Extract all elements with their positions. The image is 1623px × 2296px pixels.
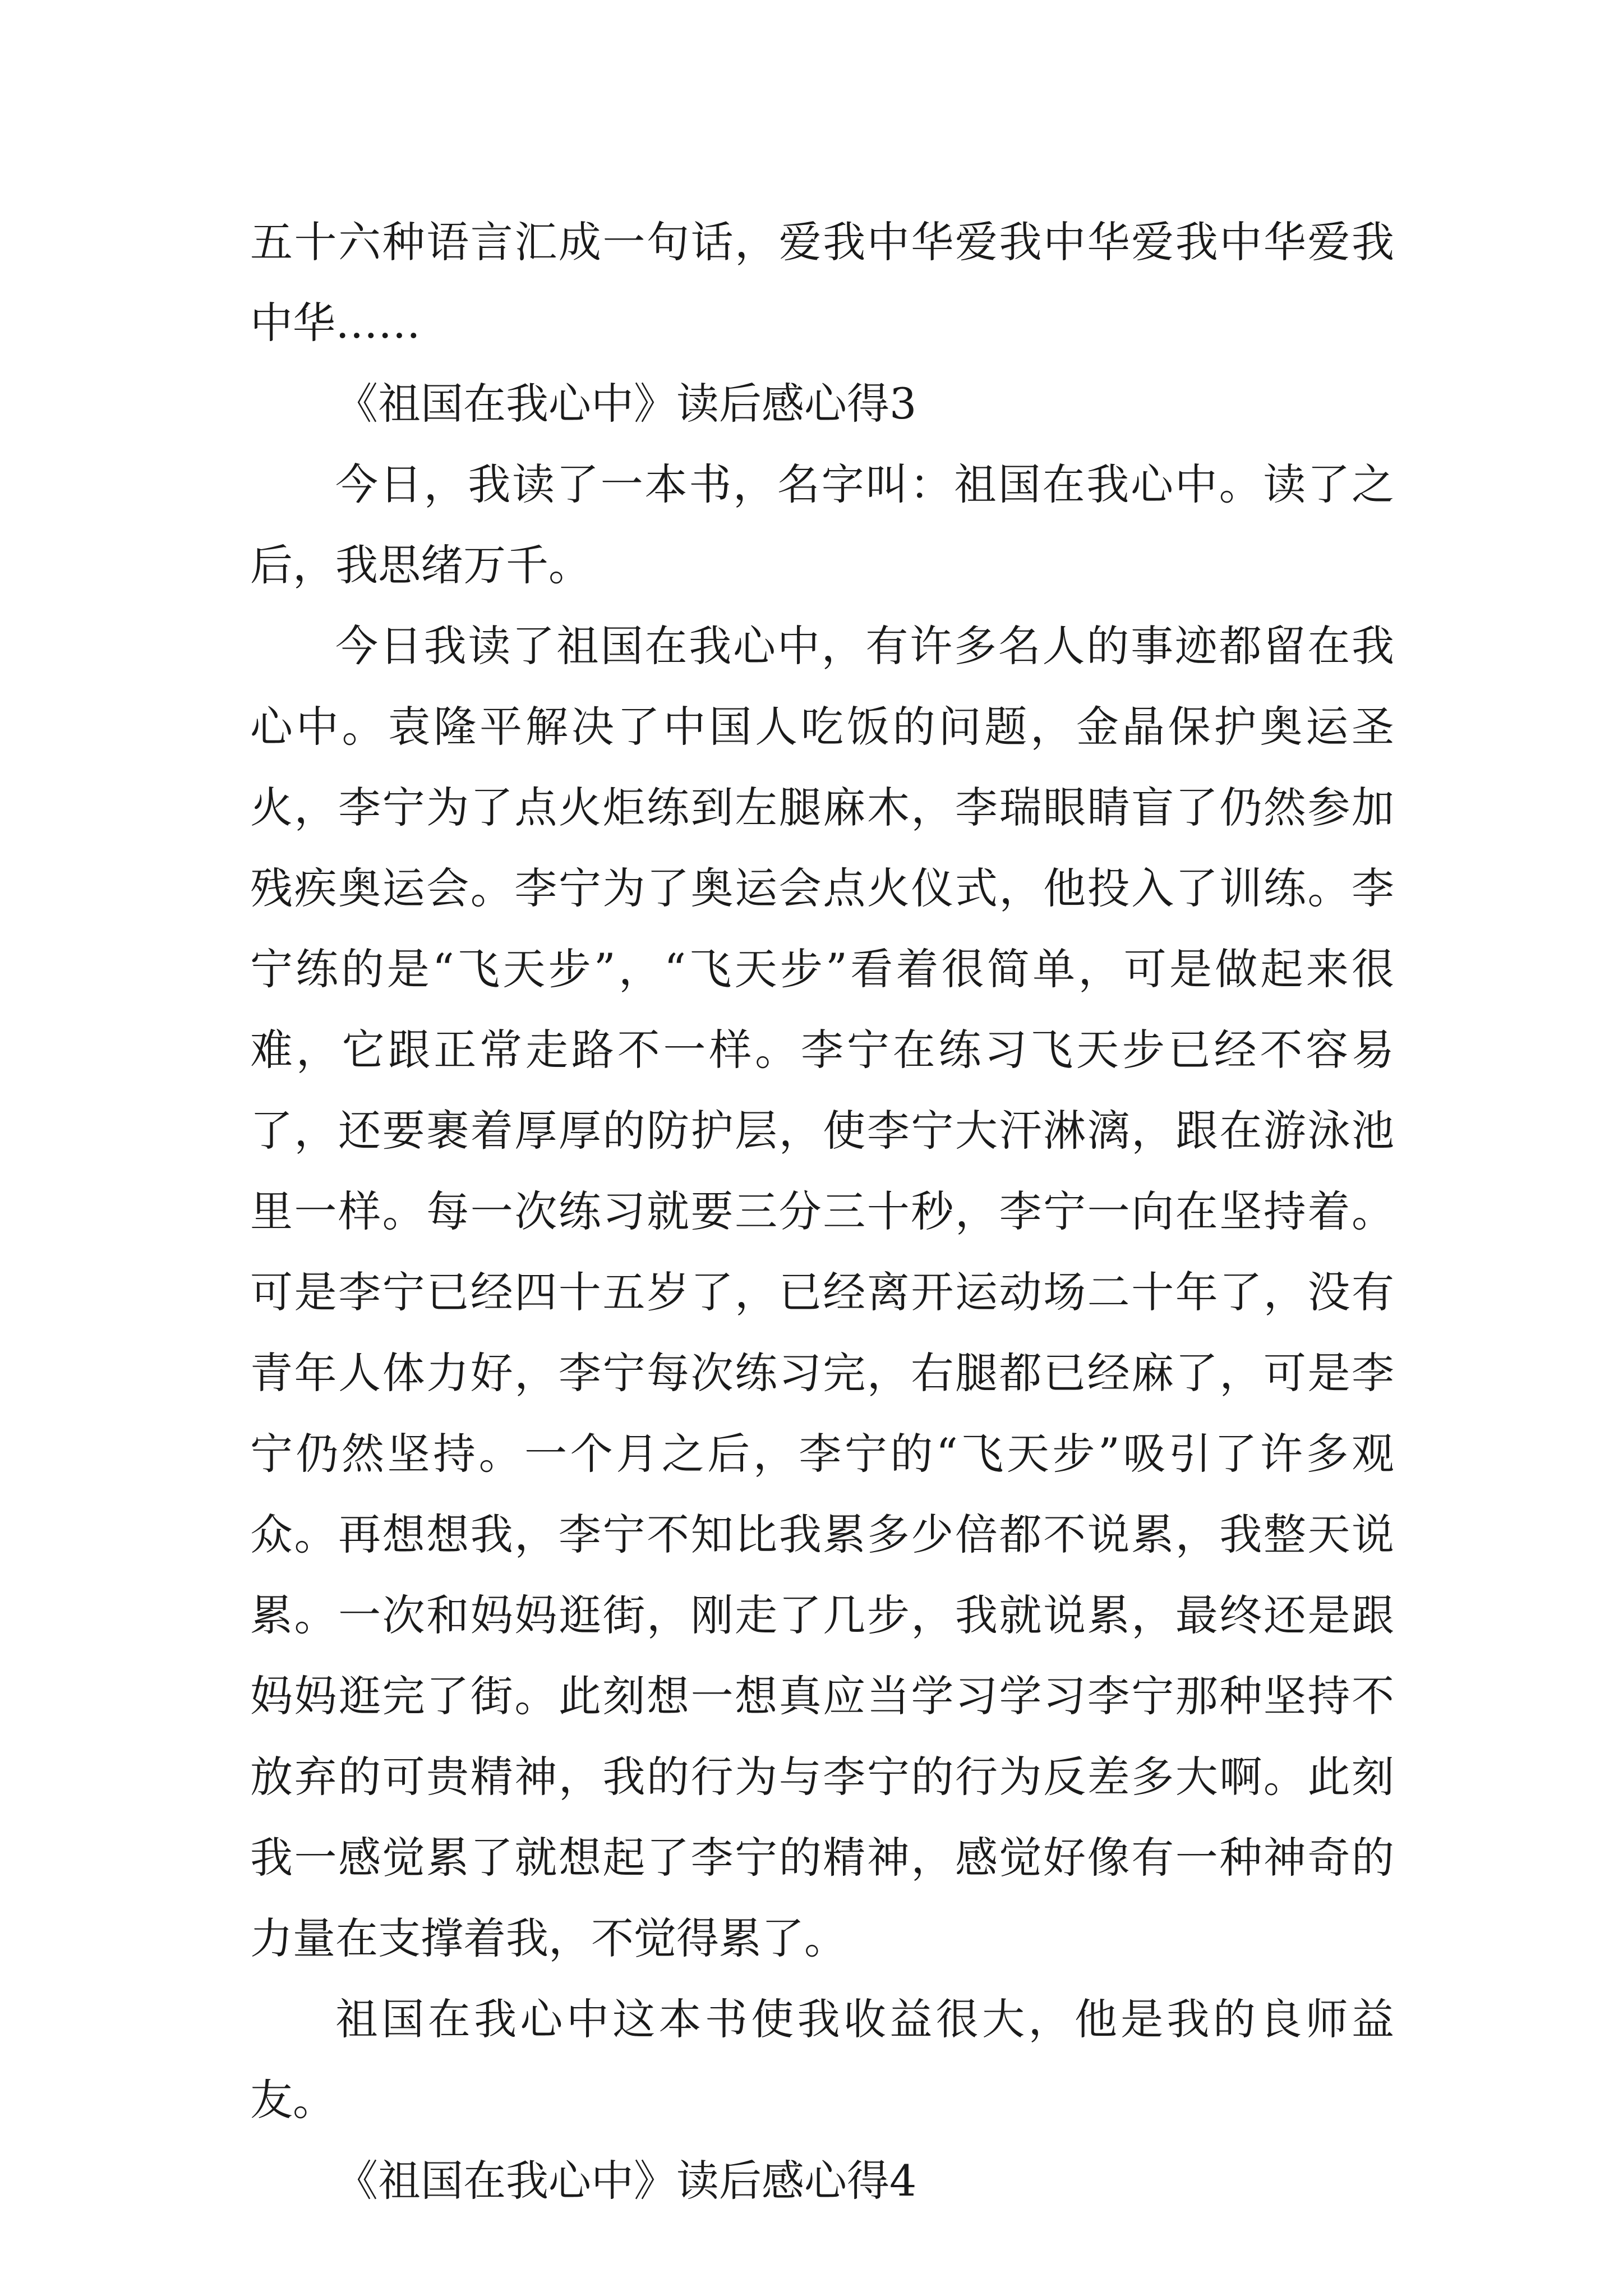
document-body [250,202,1394,2221]
paragraph-continuation: 五十六种语言汇成一句话，爱我中华爱我中华爱我中华爱我中华…… [250,217,1394,348]
paragraph-intro: 今日，我读了一本书，名字叫：祖国在我心中。读了之后，我思绪万千。 [250,459,1394,590]
paragraph-conclusion: 祖国在我心中这本书使我收益很大，他是我的良师益友。 [250,1994,1394,2125]
section-heading-4: 《祖国在我心中》读后感心得4 [335,2156,917,2206]
paragraph-main: 今日我读了祖国在我心中，有许多名人的事迹都留在我心中。袁隆平解决了中国人吃饭的问题，金晶保护奥运圣火，李宁为了点火炬练到左腿麻木，李瑞眼睛盲了仍然参加残疾奥运会。李宁为了奥运会点火仪式，他投入了训练。李宁练的是“飞天步”，“飞天步”看着很简单，可是做起来很难，它跟正常走路不一样。李宁在练习飞天步已经不容易了，还要裹着厚厚的防护层，使李宁大汗淋漓，跟在游泳池里一样。每一次练习就要三分三十秒，李宁一向在坚持着。可是李宁已经四十五岁了，已经离开运动场二十年了，没有青年人体力好，李宁每次练习完，右腿都已经麻了，可是李宁仍然坚持。一个月之后，李宁的“飞天步”吸引了许多观众。再想想我，李宁不知比我累多少倍都不说累，我整天说累。一次和妈妈逛街，刚走了几步，我就说累，最终还是跟妈妈逛完了街。此刻想一想真应当学习学习李宁那种坚持不放弃的可贵精神，我的行为与李宁的行为反差多大啊。此刻我一感觉累了就想起了李宁的精神，感觉好像有一种神奇的力量在支撑着我，不觉得累了。 [250,621,1394,1963]
section-heading-3: 《祖国在我心中》读后感心得3 [335,379,917,429]
